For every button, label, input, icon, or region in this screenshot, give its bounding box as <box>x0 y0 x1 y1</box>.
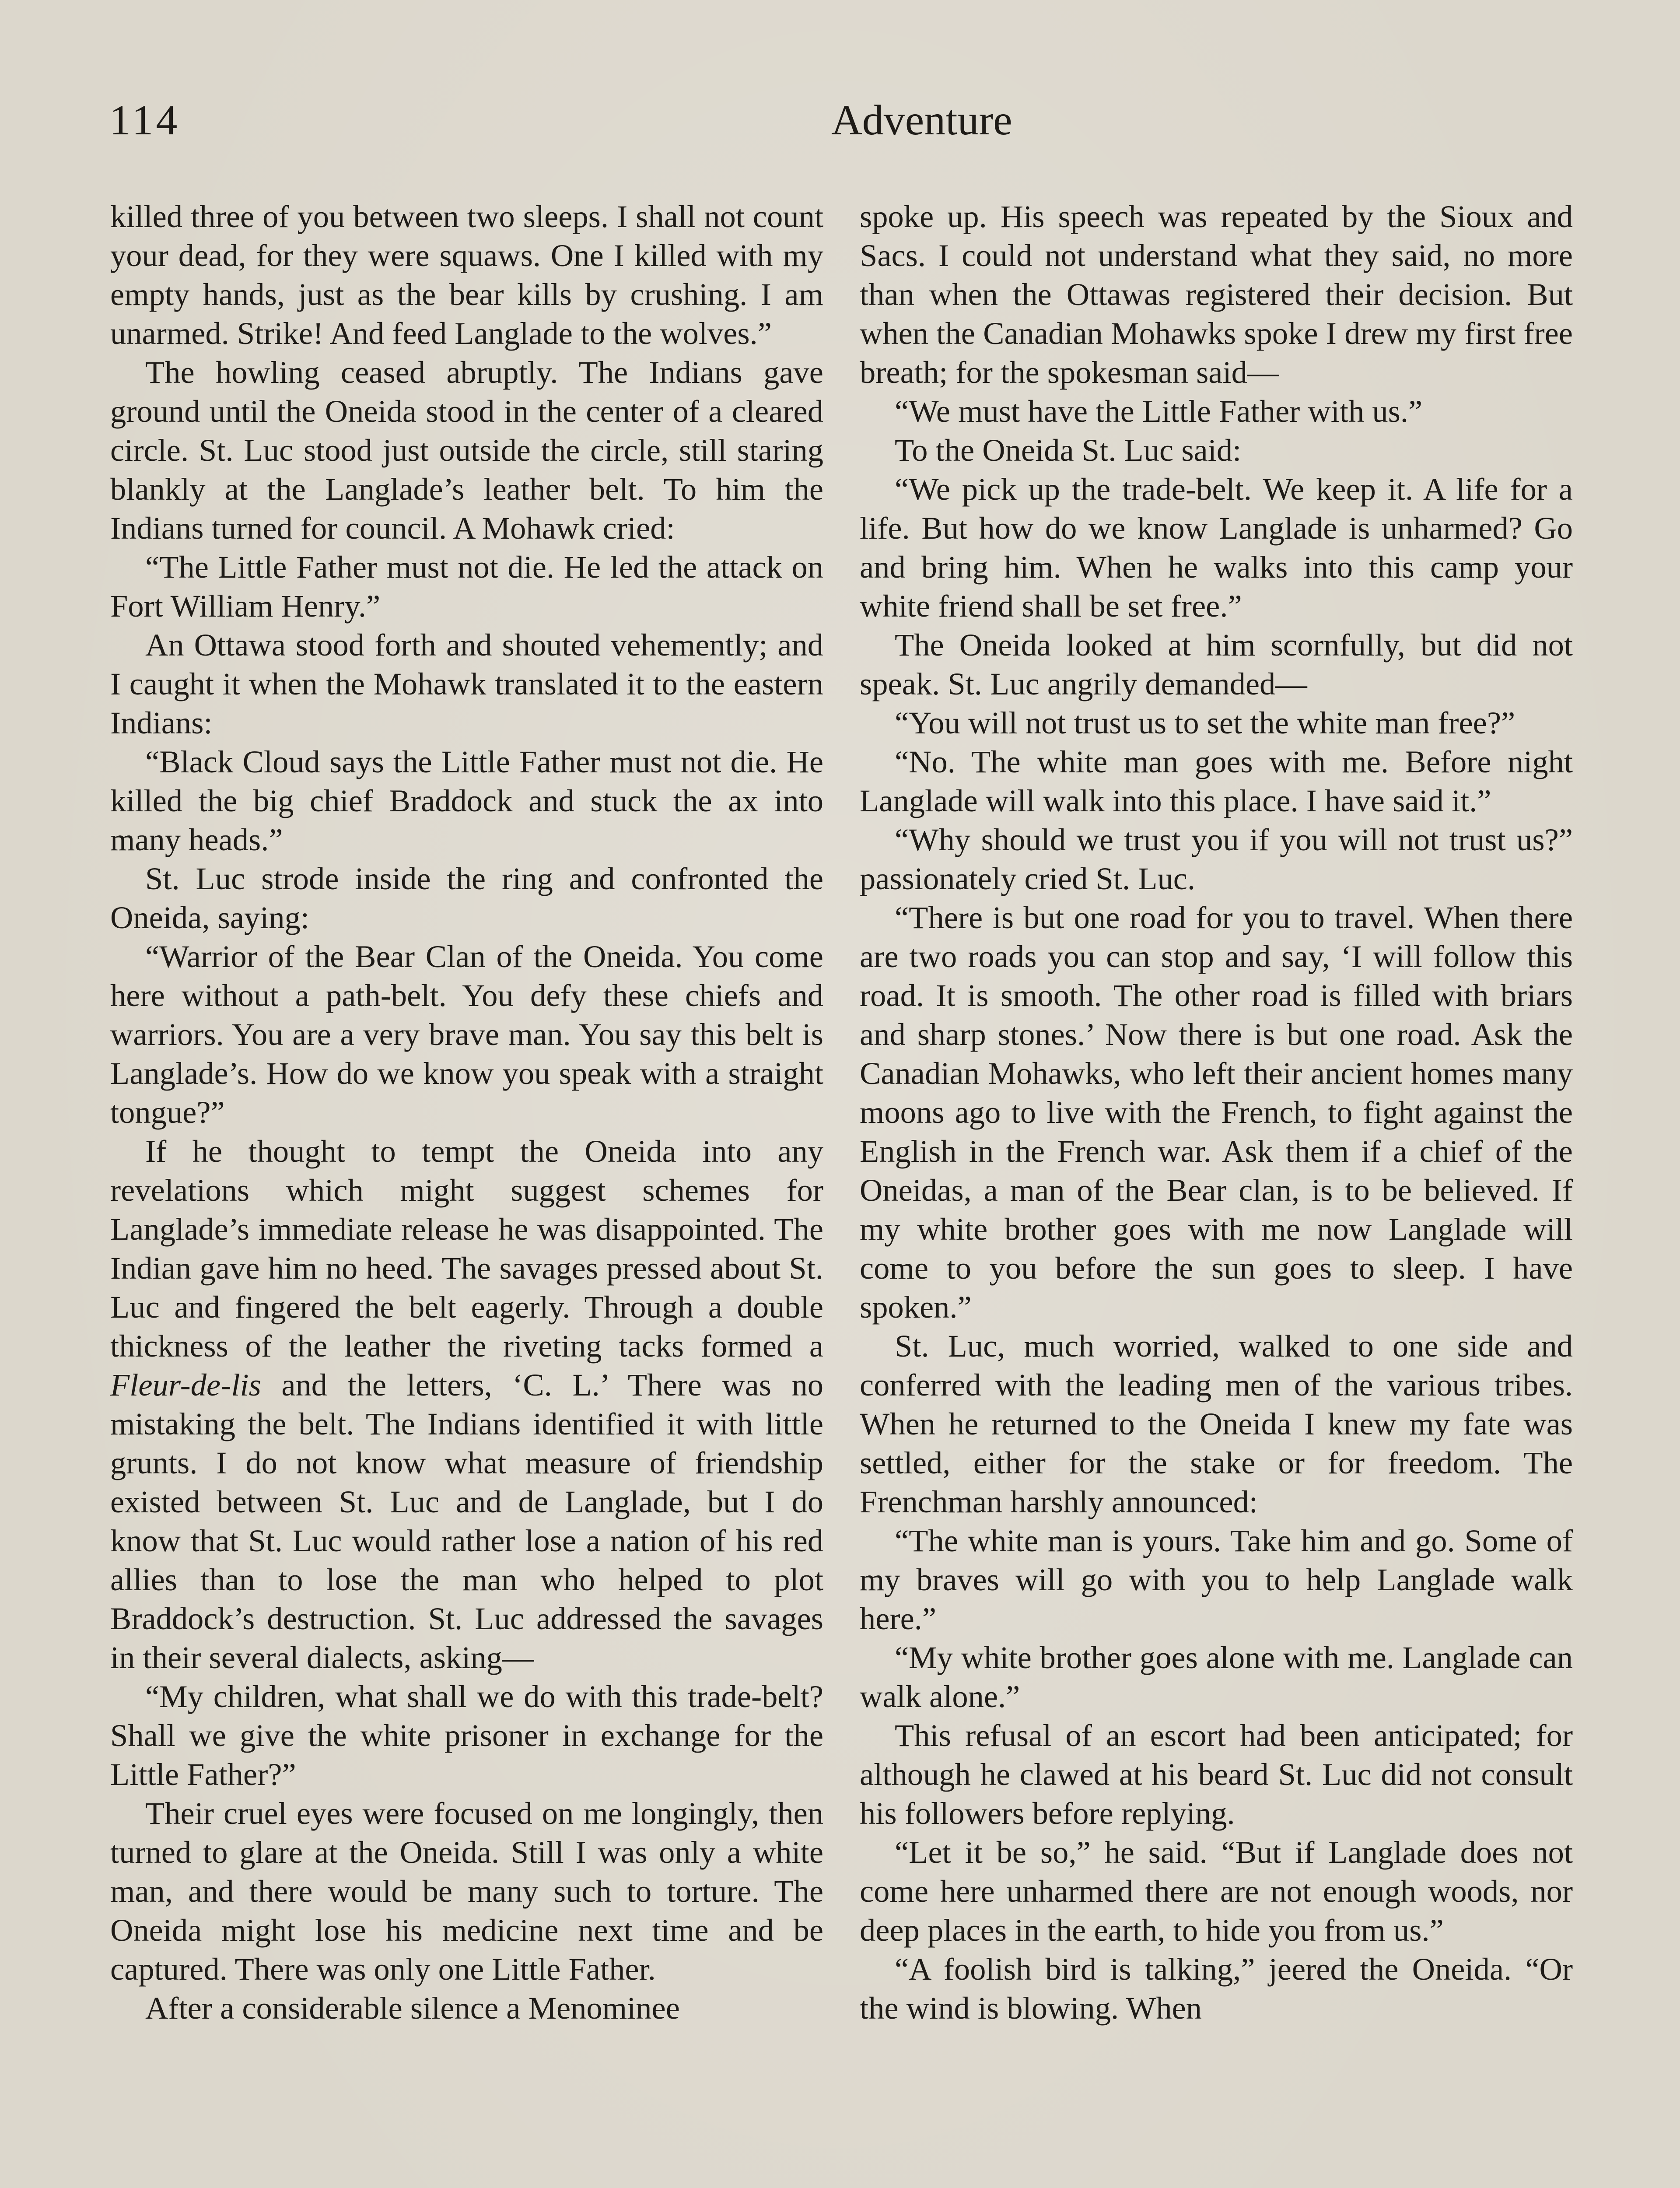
paragraph: St. Luc, much worried, walked to one side and conferred with the leading men of the various tribes. When he returned to the Oneida I knew my fate was settled, either for the stake or for freedom. The Frenchman harshly announced: <box>860 1328 1573 1519</box>
paragraph: St. Luc strode inside the ring and confronted the Oneida, saying: <box>110 861 823 935</box>
paragraph: “The Little Father must not die. He led the attack on Fort William Henry.” <box>110 549 823 624</box>
paragraph: “Black Cloud says the Little Father must not die. He killed the big chief Braddock and stuck the ax into many heads.” <box>110 744 823 857</box>
paragraph: “Why should we trust you if you will not trust us?” passionately cried St. Luc. <box>860 822 1573 896</box>
paragraph-text: and the letters, ‘C. L.’ There was no mistaking the belt. The Indians identified it with little grunts. I do not know what measure of friendship existed between St. Luc and de Langlade, but I do know that St. Luc would rather lose a nation of his red allies than to lose the man who helped to plot Braddock’s destruction. St. Luc addressed the savages in their several dialects, asking— <box>110 1367 823 1675</box>
paragraph: The howling ceased abruptly. The Indians gave ground until the Oneida stood in the center of a cleared circle. St. Luc stood just outside the circle, still staring blankly at the Langlade’s leather belt. To him the Indians turned for council. A Mohawk cried: <box>110 354 823 546</box>
left-column <box>110 197 823 2027</box>
page-number: 114 <box>109 97 180 144</box>
paragraph: To the Oneida St. Luc said: <box>895 432 1242 468</box>
paragraph-text: If he thought to tempt the Oneida into any revelations which might suggest schemes for Langlade’s immediate release he was disappointed. The Indian gave him no heed. The savages pressed about St. Luc and fingered the belt eagerly. Through a double thickness of the leather the riveting tacks formed a <box>110 1133 823 1364</box>
paragraph: “My white brother goes alone with me. Langlade can walk alone.” <box>860 1640 1573 1714</box>
paragraph: killed three of you between two sleeps. I shall not count your dead, for they were squaws. One I killed with my empty hands, just as the bear kills by crushing. I am unarmed. Strike! And feed Langlade to the wolves.” <box>110 199 823 351</box>
italic-term: Fleur-de-lis <box>110 1367 261 1403</box>
paragraph: “A foolish bird is talking,” jeered the Oneida. “Or the wind is blowing. When <box>860 1951 1573 2026</box>
paragraph: This refusal of an escort had been anticipated; for although he clawed at his beard St. Luc did not consult his followers before replying. <box>860 1718 1573 1831</box>
paragraph: “My children, what shall we do with this trade-belt? Shall we give the white prisoner in exchange for the Little Father?” <box>110 1679 823 1792</box>
paragraph: The Oneida looked at him scornfully, but did not speak. St. Luc angrily demanded— <box>860 627 1573 701</box>
paragraph: “We must have the Little Father with us.” <box>895 393 1423 429</box>
right-column <box>860 197 1573 2027</box>
paragraph: “You will not trust us to set the white man free?” <box>895 705 1516 740</box>
paragraph: “No. The white man goes with me. Before night Langlade will walk into this place. I have said it.” <box>860 744 1573 818</box>
paragraph: “Warrior of the Bear Clan of the Oneida. You come here without a path-belt. You defy these chiefs and warriors. You are a very brave man. You say this belt is Langlade’s. How do we know you speak with a straight tongue?” <box>110 939 823 1130</box>
paragraph: spoke up. His speech was repeated by the Sioux and Sacs. I could not understand what they said, no more than when the Ottawas registered their decision. But when the Canadian Mohawks spoke I drew my first free breath; for the spokesman said— <box>860 199 1573 390</box>
running-title: Adventure <box>831 97 1012 144</box>
paragraph: “We pick up the trade-belt. We keep it. A life for a life. But how do we know Langlade is unharmed? Go and bring him. When he walks into this camp your white friend shall be set free.” <box>860 471 1573 624</box>
paragraph: “The white man is yours. Take him and go. Some of my braves will go with you to help Langlade walk here.” <box>860 1523 1573 1636</box>
page-header <box>109 99 1575 165</box>
paragraph: “Let it be so,” he said. “But if Langlade does not come here unharmed there are not enough woods, nor deep places in the earth, to hide you from us.” <box>860 1834 1573 1948</box>
paragraph: After a considerable silence a Menominee <box>145 1990 680 2026</box>
paragraph: “There is but one road for you to travel. When there are two roads you can stop and say, ‘I will follow this road. It is smooth. The other road is filled with briars and sharp stones.’ Now there is but one road. Ask the Canadian Mohawks, who left their ancient homes many moons ago to live with the French, to fight against the English in the French war. Ask them if a chief of the Oneidas, a man of the Bear clan, is to be believed. If my white brother goes with me now Langlade will come to you before the sun goes to sleep. I have spoken.” <box>860 900 1573 1325</box>
paragraph: Their cruel eyes were focused on me longingly, then turned to glare at the Oneida. Still I was only a white man, and there would be many such to torture. The Oneida might lose his medicine next time and be captured. There was only one Little Father. <box>110 1795 823 1987</box>
paragraph: An Ottawa stood forth and shouted vehemently; and I caught it when the Mohawk translated it to the eastern Indians: <box>110 627 823 740</box>
paragraph <box>110 1132 823 1677</box>
